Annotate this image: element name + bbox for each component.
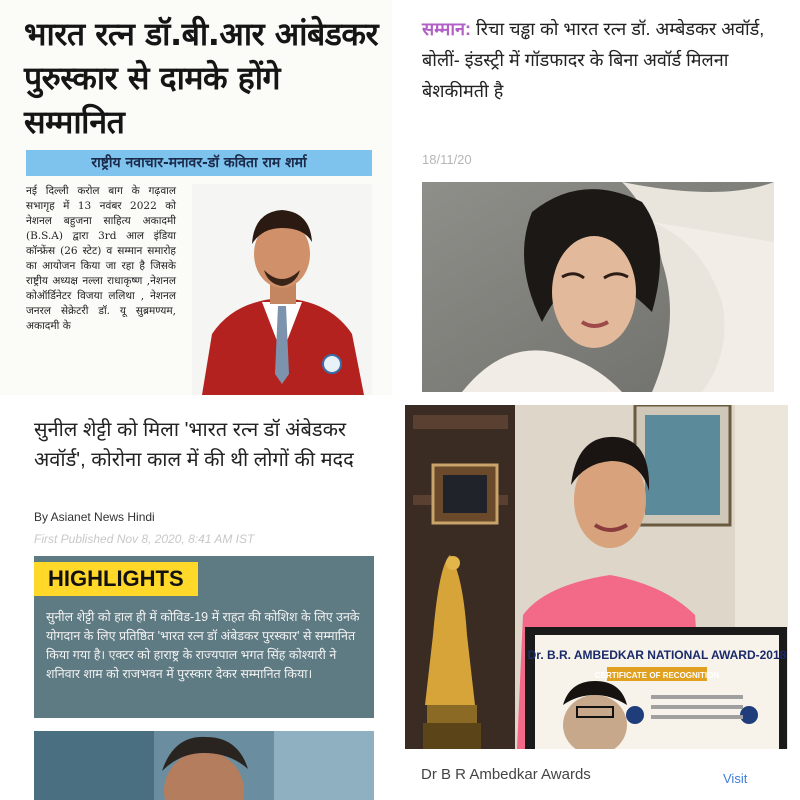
suniel-photo[interactable] (34, 731, 374, 800)
richa-article-title[interactable] (422, 14, 772, 107)
award-photo-card[interactable] (405, 405, 800, 800)
ad-caption: Dr B R Ambedkar Awards (421, 766, 591, 783)
article-author: By Asianet News Hindi (34, 510, 155, 524)
newspaper-headline: भारत रत्न डॉ.बी.आर आंबेडकर पुरुस्कार से दामके होंगे सम्मानित (24, 15, 379, 141)
highlights-label: HIGHLIGHTS (34, 562, 198, 596)
newspaper-clipping (0, 0, 392, 395)
richa-article-card[interactable] (408, 0, 800, 395)
richa-article-headline: रिचा चड्ढा को भारत रत्न डॉ. अम्बेडकर अवॉर्ड, बोलीं- इंडस्ट्री में गॉडफादर के बिना अवॉर्ड मिलना बेशकीमती है (422, 19, 765, 101)
woman-with-award-photo[interactable] (405, 405, 788, 749)
richa-portrait-photo[interactable] (422, 182, 774, 392)
suniel-article-card[interactable] (0, 405, 392, 800)
suniel-article-title[interactable]: सुनील शेट्टी को मिला 'भारत रत्न डॉ अंबेडकर अवॉर्ड', कोरोना काल में की थी लोगों की मदद (34, 419, 354, 471)
category-tag: सम्मान: (422, 19, 471, 39)
certificate-subtitle: CERTIFICATE OF RECOGNITION (594, 671, 720, 680)
visit-link[interactable]: Visit (723, 771, 748, 786)
certificate-title: Dr. B.R. AMBEDKAR NATIONAL AWARD-2018 (527, 648, 787, 662)
newspaper-body: नई दिल्ली करोल बाग के गढ़वाल सभागृह में 13 नवंबर 2022 को नेशनल बहुजना साहित्य अकादमी (B.S.A) द्वारा 3rd आल इंडिया कॉन्फ्रेंस (26 स्टेट) व सम्मान समारोह का आयोजन किया जा रहा है जिसके राष्ट्रीय अध्यक्ष नल्ला राधाकृष्ण ,नेशनल कोऑर्डिनेटर विजया ललिथा , नेशनल जनरल सेक्रेटरी डॉ. यू सुब्रमण्यम, अकादमी के (26, 185, 176, 332)
newspaper-byline: राष्ट्रीय नवाचार-मनावर-डॉ कविता राम शर्मा (26, 150, 372, 176)
article-published-date: First Published Nov 8, 2020, 8:41 AM IST (34, 532, 255, 546)
highlights-box (34, 556, 374, 718)
man-in-red-blazer-photo (192, 184, 372, 395)
highlights-text: सुनील शेट्टी को हाल ही में कोविड-19 में राहत की कोशिश के लिए उनके योगदान के लिए प्रतिष्ठित 'भारत रत्न डॉ अंबेडकर पुरस्कार' से सम्मानित किया गया है। एक्टर को हाराष्ट्र के राज्यपाल भगत सिंह कोश्यारी ने शनिवार शाम को राजभवन में पुरस्कार देकर सम्मानित किया। (46, 610, 360, 681)
article-date: 18/11/20 (422, 152, 472, 167)
